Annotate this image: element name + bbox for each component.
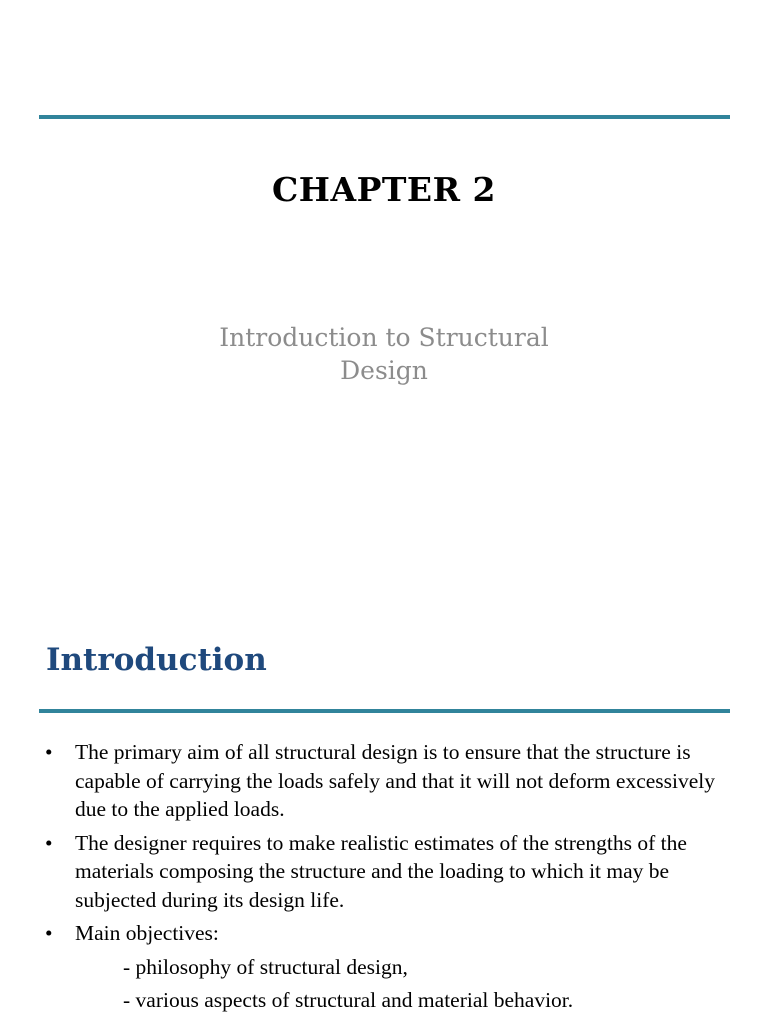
bullet-text: Main objectives: bbox=[75, 921, 219, 945]
top-divider-rule bbox=[39, 115, 730, 119]
chapter-title: CHAPTER 2 bbox=[272, 170, 496, 209]
subtitle-line-1: Introduction to Structural bbox=[219, 323, 549, 352]
bullet-text: The designer requires to make realistic estimates of the strengths of the materials composing the structure and the loading to which it may be subjected during its design life. bbox=[75, 830, 687, 912]
sub-item: - various aspects of structural and material behavior. bbox=[123, 988, 574, 1012]
heading-divider-rule bbox=[39, 709, 730, 713]
introduction-slide bbox=[0, 578, 768, 1024]
bullet-text: The primary aim of all structural design is to ensure that the structure is capable of carrying the loads safely and that it will not deform excessively due to the applied loads. bbox=[75, 740, 716, 821]
bullet-marker: • bbox=[45, 921, 53, 945]
bullet-item bbox=[0, 738, 768, 824]
bullet-list bbox=[0, 738, 768, 1015]
subtitle-line-2: Design bbox=[340, 356, 428, 385]
bullet-marker: • bbox=[45, 740, 53, 764]
introduction-heading: Introduction bbox=[46, 642, 267, 678]
sub-item: - philosophy of structural design, bbox=[123, 954, 408, 979]
bullet-marker: • bbox=[45, 830, 53, 855]
bullet-item bbox=[0, 919, 768, 948]
bullet-item bbox=[0, 829, 768, 915]
chapter-subtitle bbox=[0, 321, 768, 387]
